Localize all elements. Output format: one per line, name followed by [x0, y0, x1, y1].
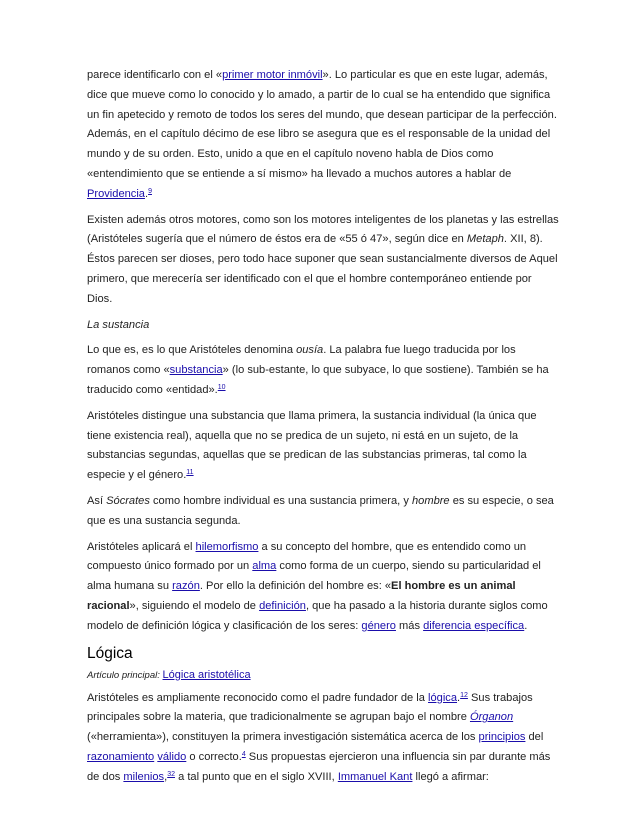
paragraph-primer-motor: [87, 66, 559, 205]
text: o correcto.: [186, 750, 242, 763]
link-primer-motor-inmovil[interactable]: primer motor inmóvil: [222, 69, 323, 81]
link-immanuel-kant[interactable]: Immanuel Kant: [337, 770, 413, 783]
text: a su concepto del hombre, que es entendido como un compuesto único formado por un: [87, 540, 527, 573]
document-page: [87, 66, 559, 794]
link-milenios[interactable]: milenios: [123, 770, 165, 783]
text: como hombre individual es una sustancia primera, y: [149, 494, 412, 507]
link-razonamiento[interactable]: razonamiento: [87, 750, 155, 763]
text: a tal punto que en el siglo XVIII,: [174, 770, 338, 783]
article-principal-label: Artículo principal:: [87, 669, 163, 681]
link-alma[interactable]: alma: [252, 560, 277, 573]
text: Lo que es, es lo que Aristóteles denomina: [87, 344, 297, 357]
text: Sus trabajos principales sobre la materia, que tradicionalmente se agrupan bajo el nombre: [87, 691, 533, 724]
text: es su especie, o sea que es una sustancia segunda.: [87, 494, 554, 527]
hombre-italic: hombre: [411, 494, 450, 507]
reference-link[interactable]: 12: [460, 691, 468, 699]
text: .: [524, 619, 528, 632]
paragraph-logica: [87, 689, 559, 788]
reference-link[interactable]: 10: [217, 383, 226, 391]
definition-bold: El hombre es un animal racional: [87, 580, 516, 612]
link-organon[interactable]: Órganon: [469, 711, 514, 724]
paragraph-ousia: [87, 341, 559, 400]
article-principal-note: [87, 667, 559, 684]
link-hilemorfismo[interactable]: hilemorfismo: [195, 540, 259, 553]
text: », siguiendo el modelo de: [129, 599, 260, 612]
text: Existen además otros motores, como son los motores inteligentes de los planetas y las estrellas (Aristóteles sugería que el número de éstos era de «55 ó 47», según dice en: [87, 213, 559, 246]
text: Aristóteles aplicará el: [87, 540, 196, 553]
text: . La palabra fue luego traducida por los romanos como «: [87, 344, 516, 377]
text: . XII, 8). Éstos parecen ser dioses, pero todo hace suponer que sean sustancialmente diversos de Aquel primero, que merecería ser identificado con el que el hombre contemporáneo entiende por Dios.: [87, 233, 558, 305]
reference-link[interactable]: 9: [148, 187, 152, 195]
paragraph-socrates: [87, 492, 559, 532]
paragraph-otros-motores: [87, 211, 559, 310]
text: .: [144, 187, 149, 200]
link-logica[interactable]: lógica: [428, 691, 458, 704]
paragraph-substancia-primera: [87, 407, 559, 486]
text: . Por ello la definición del hombre es: «: [199, 580, 392, 593]
link-principios[interactable]: principios: [478, 731, 526, 744]
subheading-la-sustancia: La sustancia: [87, 318, 150, 331]
heading-logica: Lógica: [87, 644, 133, 662]
text: Aristóteles distingue una substancia que llama primera, la sustancia individual (la única que tiene existencia real), aquella que no se predica de un sujeto, ni está en un sujeto, de la substancias segundas, aquellas que se predican de las substancias primeras, tal como la especie y el género.: [87, 409, 537, 482]
link-logica-aristotelica[interactable]: Lógica aristotélica: [162, 668, 251, 681]
link-definicion[interactable]: definición: [259, 599, 306, 612]
socrates-italic: Sócrates: [106, 494, 150, 507]
text: más: [395, 619, 424, 632]
reference-link[interactable]: 32: [167, 770, 175, 778]
link-genero[interactable]: género: [361, 619, 396, 632]
reference-link[interactable]: 4: [241, 750, 246, 758]
ousia-italic: ousía: [296, 344, 324, 357]
link-diferencia-especifica[interactable]: diferencia específica: [423, 619, 525, 632]
text: como forma de un cuerpo, siendo su particularidad el alma humana su: [87, 560, 541, 593]
text: ,: [164, 770, 168, 783]
metaph-italic: Metaph: [466, 233, 504, 246]
paragraph-hilemorfismo: [87, 538, 559, 637]
reference-link[interactable]: 11: [186, 469, 194, 477]
text: » (lo sub-estante, lo que subyace, lo que sostiene). También se ha traducido como «entidad».: [87, 364, 549, 396]
link-razon[interactable]: razón: [172, 580, 200, 593]
text: ». Lo particular es que en este lugar, además, dice que mueve como lo conocido y lo amado, a partir de lo cual se ha entendido que significa un fin apetecido y remoto de todos los seres del mundo, que desean participar de la perfección. Además, en el capítulo décimo de ese libro se asegura que es el responsable de la unidad del mundo y de su orden. Esto, unido a que en el capítulo noveno habla de Dios como «entendimiento que se entiende a sí mismo» ha llevado a muchos autores a hablar de: [87, 69, 557, 180]
link-providencia[interactable]: Providencia: [87, 187, 145, 200]
text: parece identificarlo con el «: [87, 69, 223, 81]
text: Aristóteles es ampliamente reconocido como el padre fundador de la: [87, 691, 429, 704]
link-substancia[interactable]: substancia: [169, 364, 223, 377]
text: Así: [87, 494, 107, 507]
text: , que ha pasado a la historia durante siglos como modelo de definición lógica y clasificación de los seres:: [87, 599, 548, 632]
text: Sus propuestas ejercieron una influencia sin par durante más de dos: [87, 750, 551, 783]
text: del: [525, 731, 544, 744]
text: .: [457, 691, 461, 704]
text: llegó a afirmar:: [412, 770, 489, 783]
text: («herramienta»), constituyen la primera investigación sistemática acerca de los: [87, 731, 479, 744]
link-valido[interactable]: válido: [157, 750, 187, 763]
